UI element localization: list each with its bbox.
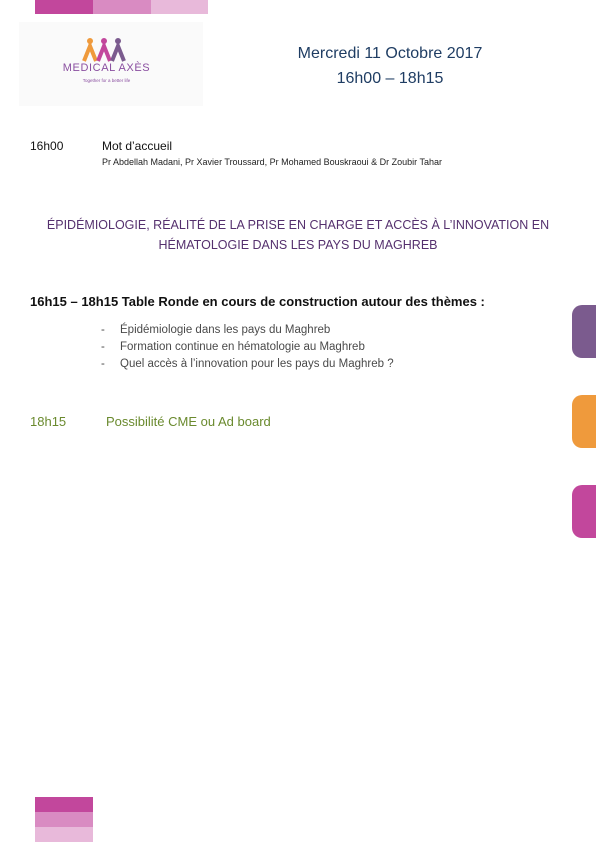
list-item-text: Épidémiologie dans les pays du Maghreb <box>120 324 331 336</box>
top-color-bar-pale-pink <box>151 0 208 14</box>
closing-time: 18h15 <box>30 414 67 429</box>
top-color-bar-pink <box>35 0 93 14</box>
opening-time: 16h00 <box>30 139 64 153</box>
bottom-color-bar-light-pink <box>35 812 93 827</box>
side-tab-orange <box>572 395 596 448</box>
opening-speakers: Pr Abdellah Madani, Pr Xavier Troussard, Pr Mohamed Bouskraoui & Dr Zoubir Tahar <box>102 157 442 167</box>
bottom-color-bar-pink <box>35 797 93 812</box>
bottom-color-bar-pale-pink <box>35 827 93 842</box>
section-title-line-2: HÉMATOLOGIE DANS LES PAYS DU MAGHREB <box>158 238 438 252</box>
list-item-text: Formation continue en hématologie au Maghreb <box>120 341 365 353</box>
section-title-line-1: ÉPIDÉMIOLOGIE, RÉALITÉ DE LA PRISE EN CHARGE ET ACCÈS À L’INNOVATION EN <box>46 218 550 232</box>
event-date: Mercredi 11 Octobre 2017 <box>297 45 483 62</box>
medical-axes-logo-icon <box>82 37 126 63</box>
logo-name: MEDICAL AXÈS <box>62 62 151 74</box>
side-tab-purple <box>572 305 596 358</box>
top-color-bar-light-pink <box>93 0 151 14</box>
list-item: - Formation continue en hématologie au Maghreb <box>101 341 365 353</box>
logo-tagline: Together for a better life <box>82 78 131 83</box>
event-time-range: 16h00 – 18h15 <box>336 70 444 87</box>
round-table-heading: 16h15 – 18h15 Table Ronde en cours de construction autour des thèmes : <box>30 294 485 309</box>
side-tab-pink <box>572 485 596 538</box>
list-item: - Quel accès à l’innovation pour les pays du Maghreb ? <box>101 358 394 370</box>
list-item-text: Quel accès à l’innovation pour les pays du Maghreb ? <box>120 358 394 370</box>
opening-title: Mot d’accueil <box>102 139 173 153</box>
closing-title: Possibilité CME ou Ad board <box>106 414 271 429</box>
list-item: - Épidémiologie dans les pays du Maghreb <box>101 324 331 336</box>
